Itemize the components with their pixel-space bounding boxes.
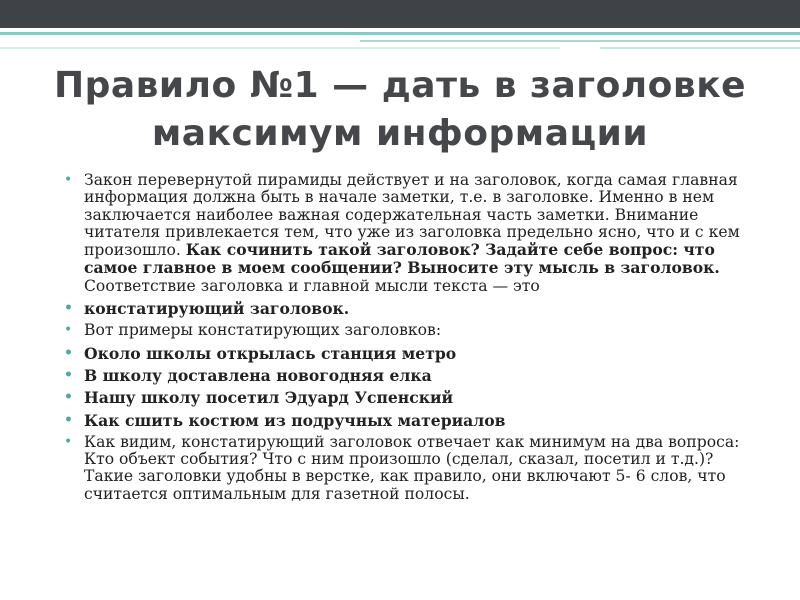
list-item [62,300,752,317]
bullet-icon: • [64,300,73,317]
slide-title-line1: Правило №1 — дать в заголовке [53,65,747,106]
bullet-list [62,172,752,503]
list-item [62,172,752,295]
accent-line [360,40,800,42]
item-text: Около школы открылась станция метро [84,343,457,363]
item-text: В школу доставлена новогодняя елка [84,365,432,385]
slide-content [62,172,752,508]
bullet-icon: • [64,411,73,428]
item-text: Вот примеры констатирующих заголовков: [84,321,442,340]
slide-title-line2: максимум информации [151,113,649,154]
top-band [0,0,800,28]
bullet-icon: • [64,172,73,188]
list-item [62,434,752,503]
bullet-icon: • [64,389,73,406]
item-text: констатирующий заголовок. [84,299,350,319]
item-bold-text: Как сочинить такой заголовок? Задайте себе вопрос: что самое главное в моем сообщении? Выносите эту мысль в заголовок. [84,240,720,278]
item-text: Закон перевернутой пирамиды действует и на заголовок, когда самая главная информация должна быть в начале заметки, т.е. в заголовке. Именно в нем заключается наиболее важная содержательная часть заметки. Внимание читателя привлекается тем, что уже из заголовка предельно ясно, что и с кем произошло. [84,171,740,260]
list-item [62,389,752,406]
accent-line [0,32,800,35]
list-item [62,367,752,384]
item-text: Как видим, констатирующий заголовок отвечает как минимум на два вопроса: Кто объект события? Что с ним произошло (сделал, сказал, посетил и т.д.)? Такие заголовки удобны в верстке, как правило, они включают 5- 6 слов, что считается оптимальным для газетной полосы. [84,432,740,503]
slide-title [30,62,770,158]
bullet-icon: • [64,433,73,450]
list-item [62,322,752,339]
accent-line [600,47,800,49]
item-text: Как сшить костюм из подручных материалов [84,410,506,430]
list-item [62,412,752,429]
item-text: Соответствие заголовка и главной мысли текста — это [84,276,540,295]
item-text: Нашу школу посетил Эдуард Успенский [84,388,454,408]
bullet-icon: • [64,322,73,339]
accent-line [0,47,560,49]
bullet-icon: • [64,366,73,383]
list-item [62,345,752,362]
bullet-icon: • [64,344,73,361]
